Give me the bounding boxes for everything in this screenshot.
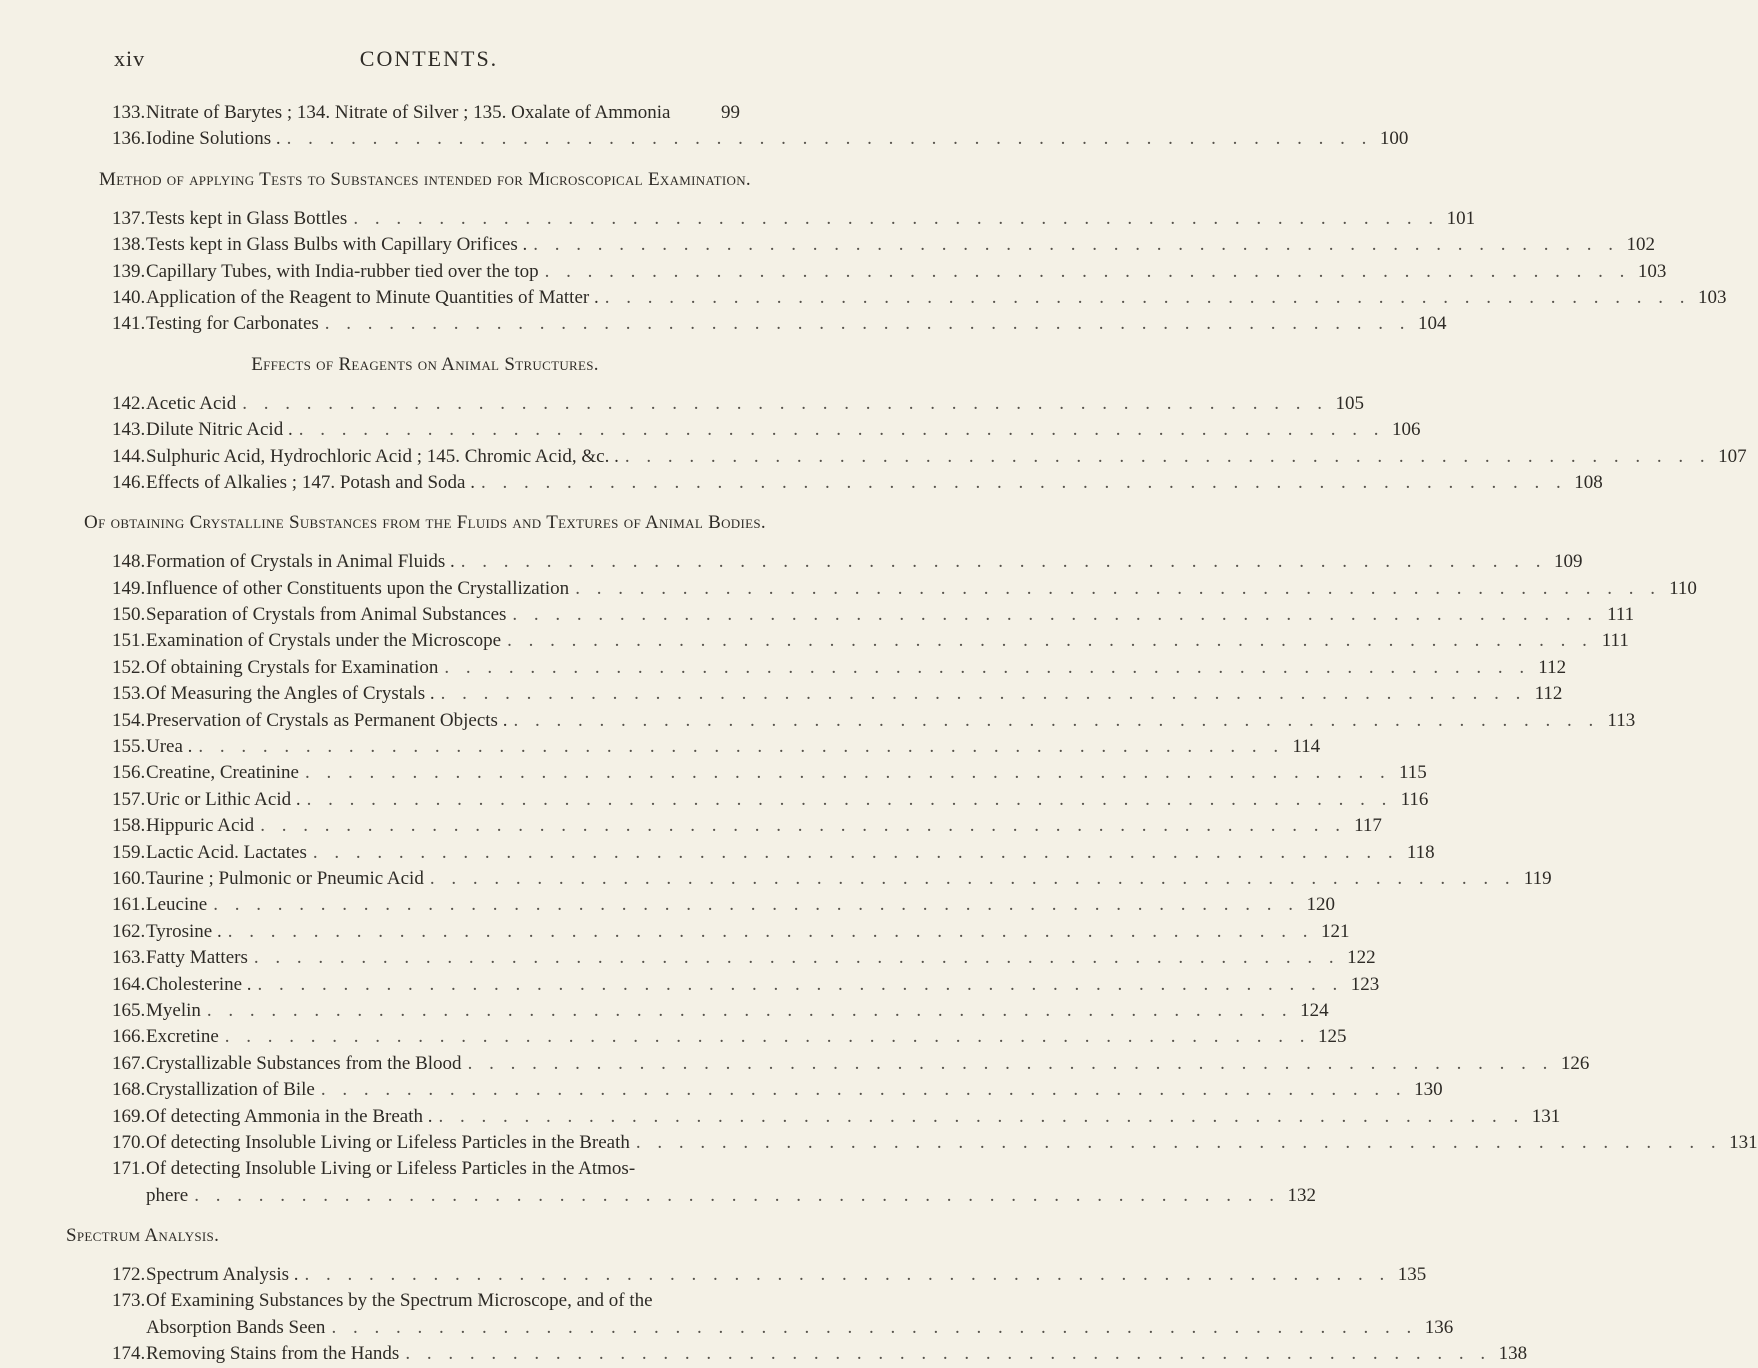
toc-entry [112,232,1656,258]
dot-leader: . . . . . . . . . . . . . . . . . . . . . . . . . . . . . . . . . . . . . . . . . . . . . . . . . . . [298,419,1385,441]
entry-title: Dilute Nitric Acid . [146,419,293,441]
dot-leader: . . . . . . . . . . . . . . . . . . . . . . . . . . . . . . . . . . . . . . . . . . . . . . . . . . . [440,683,1527,705]
entry-number: 138. [112,234,146,256]
entry-page-number: 131 [1729,1131,1758,1153]
toc-entry [112,1130,1758,1156]
entry-title: Urea . [146,736,193,758]
entry-page-number: 115 [1398,762,1427,784]
entry-number: 172. [112,1264,146,1286]
toc-entry [112,655,1567,681]
entry-title: Taurine ; Pulmonic or Pneumic Acid [146,867,424,889]
entry-title: Of Measuring the Angles of Crystals . [146,683,435,705]
dot-leader: . . . . . . . . . . . . . . . . . . . . . . . . . . . . . . . . . . . . . . . . . . . . . . . . . . . [544,260,1631,282]
entry-title: Acetic Acid [146,392,237,414]
entry-page-number: 105 [1335,392,1364,414]
entry-number: 174. [112,1343,146,1365]
dot-leader: . . . . . . . . . . . . . . . . . . . . . . . . . . . . . . . . . . . . . . . . . . . . . . . . . . . [206,999,1293,1021]
entry-title: Capillary Tubes, with India-rubber tied over the top [146,260,539,282]
entry-title: Influence of other Constituents upon the Crystallization [146,577,570,599]
dot-leader: . . . . . . . . . . . . . . . . . . . . . . . . . . . . . . . . . . . . . . . . . . . . . . . . . . . [224,1026,1311,1048]
running-head [114,46,744,76]
entry-number: 146. [112,471,146,493]
entry-number: 160. [112,867,146,889]
dot-leader: . . . . . . . . . . . . . . . . . . . . . . . . . . . . . . . . . . . . . . . . . . . . . . . . . . . [194,1184,1280,1206]
dot-leader: . . . . . . . . . . . . . . . . . . . . . . . . . . . . . . . . . . . . . . . . . . . . . . . . . . . [213,894,1299,916]
entry-title: Of detecting Insoluble Living or Lifeless Particles in the Breath [146,1131,630,1153]
entry-page-number: 101 [1446,207,1476,229]
toc-entry [112,259,1667,285]
dot-leader: . . . . . . . . . . . . . . . . . . . . . . . . . . . . . . . . . . . . . . . . . . . . . . . . . . . [575,577,1661,599]
toc-entry [112,813,1382,839]
entry-number: 168. [112,1079,146,1101]
toc-entry [112,311,1447,337]
toc-entry [112,866,1552,892]
entry-title: Application of the Reagent to Minute Quantities of Matter . [146,286,599,308]
table-of-contents [66,100,1758,1368]
dot-leader: . . . . . . . . . . . . . . . . . . . . . . . . . . . . . . . . . . . . . . . . . . . . . . . . . . . [305,762,1391,784]
toc-entry [112,1288,740,1314]
entry-page-number: 108 [1574,471,1603,493]
entry-title: Excretine [146,1026,219,1048]
dot-leader: . . . . . . . . . . . . . . . . . . . . . . . . . . . . . . . . . . . . . . . . . . . . . . . . . . . [353,207,1440,229]
toc-entry [112,734,1321,760]
entry-title: Spectrum Analysis . [146,1264,299,1286]
entry-number: 153. [112,683,146,705]
entry-page-number: 106 [1391,419,1421,441]
entry-page-number: 110 [1669,577,1697,599]
toc-entry [112,972,1380,998]
toc-entry [112,681,1563,707]
dot-leader: . . . . . . . . . . . . . . . . . . . . . . . . . . . . . . . . . . . . . . . . . . . . . . . . . . . [533,234,1620,256]
entry-page-number: 118 [1406,841,1435,863]
entry-page-number: 112 [1534,683,1563,705]
section-heading: Method of applying Tests to Substances intended for Microscopical Examination. [99,168,751,190]
dot-leader: . . . . . . . . . . . . . . . . . . . . . . . . . . . . . . . . . . . . . . . . . . . . . . . . . . . [260,815,1346,837]
dot-leader: . . . . . . . . . . . . . . . . . . . . . . . . . . . . . . . . . . . . . . . . . . . . . . . . . . . [512,604,1599,626]
toc-entry [112,1077,1443,1103]
entry-number: 169. [112,1105,146,1127]
entry-number: 166. [112,1026,146,1048]
entry-title: Of Examining Substances by the Spectrum Microscope, and of the [146,1290,653,1312]
toc-entry [112,787,1429,813]
entry-title: Uric or Lithic Acid . [146,788,301,810]
toc-entry [112,576,1697,602]
entry-number: 140. [112,286,146,308]
entry-page-number: 124 [1300,999,1329,1021]
toc-entry [112,1024,1347,1050]
entry-title: Examination of Crystals under the Microscope [146,630,502,652]
entry-title: Removing Stains from the Hands [146,1343,400,1365]
entry-title-continued: Absorption Bands Seen [146,1316,326,1338]
dot-leader: . . . . . . . . . . . . . . . . . . . . . . . . . . . . . . . . . . . . . . . . . . . . . . . . . . . [304,1264,1391,1286]
toc-entry [112,549,1583,575]
entry-number: 173. [112,1290,146,1312]
entry-number: 165. [112,999,146,1021]
entry-number: 156. [112,762,146,784]
dot-leader: . . . . . . . . . . . . . . . . . . . . . . . . . . . . . . . . . . . . . . . . . . . . . . . . . . . [324,313,1411,335]
entry-page-number: 102 [1626,234,1656,256]
entry-number: 155. [112,736,146,758]
entry-number: 133. [112,102,146,123]
toc-entry [112,892,1335,918]
entry-number: 148. [112,551,146,573]
entry-number: 167. [112,1052,146,1074]
entry-page-number: 111 [1601,630,1629,652]
entry-number: 158. [112,815,146,837]
entry-page-number: 132 [1287,1184,1316,1206]
entry-page-number: 103 [1697,286,1727,308]
dot-leader: . . . . . . . . . . . . . . . . . . . . . . . . . . . . . . . . . . . . . . . . . . . . . . . . . . . [460,551,1547,573]
entry-title: Fatty Matters [146,947,248,969]
entry-title: Nitrate of Barytes ; 134. Nitrate of Silver ; 135. Oxalate of Ammonia [146,102,671,123]
entry-page-number: 111 [1607,604,1635,626]
dot-leader: . . . . . . . . . . . . . . . . . . . . . . . . . . . . . . . . . . . . . . . . . . . . . . . . . . . [438,1105,1525,1127]
entry-title: Leucine [146,894,208,916]
dot-leader: . . . . . . . . . . . . . . . . . . . . . . . . . . . . . . . . . . . . . . . . . . . . . . . . . . . [635,1131,1722,1153]
entry-page-number: 114 [1292,736,1321,758]
dot-leader: . . . . . . . . . . . . . . . . . . . . . . . . . . . . . . . . . . . . . . . . . . . . . . . . . . . [467,1052,1554,1074]
entry-page-number: 123 [1350,973,1380,995]
toc-entry [112,1341,1528,1367]
entry-title: Testing for Carbonates [146,313,319,335]
toc-entry [112,760,1427,786]
entry-title: Hippuric Acid [146,815,255,837]
entry-number: 136. [112,128,146,150]
entry-page-number: 99 [721,102,740,123]
dot-leader: . . . . . . . . . . . . . . . . . . . . . . . . . . . . . . . . . . . . . . . . . . . . . . . . . . . [312,841,1399,863]
entry-page-number: 126 [1560,1052,1590,1074]
toc-entry [112,919,1350,945]
entry-page-number: 120 [1306,894,1335,916]
entry-number: 161. [112,894,146,916]
dot-leader: . . . . . . . . . . . . . . . . . . . . . . . . . . . . . . . . . . . . . . . . . . . . . . . . . . . [286,128,1373,150]
toc-entry [112,444,1747,470]
dot-leader: . . . . . . . . . . . . . . . . . . . . . . . . . . . . . . . . . . . . . . . . . . . . . . . . . . . [227,920,1314,942]
entry-title: Iodine Solutions . [146,128,281,150]
entry-number: 141. [112,313,146,335]
entry-title: Preservation of Crystals as Permanent Objects . [146,709,508,731]
entry-number: 142. [112,392,146,414]
entry-page-number: 135 [1397,1264,1427,1286]
entry-number: 152. [112,656,146,678]
dot-leader: . . . . . . . . . . . . . . . . . . . . . . . . . . . . . . . . . . . . . . . . . . . . . . . . . . . [604,286,1691,308]
entry-title: Of obtaining Crystals for Examination [146,656,439,678]
entry-page-number: 119 [1523,867,1552,889]
toc-entry [112,840,1435,866]
dot-leader: . . . . . . . . . . . . . . . . . . . . . . . . . . . . . . . . . . . . . . . . . . . . . . . . . . . [257,973,1344,995]
toc-entry [112,1156,740,1182]
entry-page-number: 103 [1637,260,1667,282]
toc-entry [112,945,1376,971]
entry-title: Of detecting Insoluble Living or Lifeless Particles in the Atmos- [146,1158,636,1180]
entry-number: 157. [112,788,146,810]
entry-page-number: 116 [1400,788,1429,810]
dot-leader: . . . . . . . . . . . . . . . . . . . . . . . . . . . . . . . . . . . . . . . . . . . . . . . . . . . [306,788,1393,810]
dot-leader: . . . . . . . . . . . . . . . . . . . . . . . . . . . . . . . . . . . . . . . . . . . . . . . . . . . [480,471,1567,493]
entry-number: 162. [112,920,146,942]
toc-entry [112,628,1629,654]
entry-number: 139. [112,260,146,282]
dot-leader: . . . . . . . . . . . . . . . . . . . . . . . . . . . . . . . . . . . . . . . . . . . . . . . . . . . [507,630,1593,652]
toc-entry [112,126,1409,152]
toc-entry [112,1051,1590,1077]
toc-entry-continued [112,1315,1454,1341]
entry-page-number: 104 [1418,313,1447,335]
dot-leader: . . . . . . . . . . . . . . . . . . . . . . . . . . . . . . . . . . . . . . . . . . . . . . . . . . . [242,392,1328,414]
dot-leader: . . . . . . . . . . . . . . . . . . . . . . . . . . . . . . . . . . . . . . . . . . . . . . . . . . . [320,1079,1407,1101]
dot-leader: . . . . . . . . . . . . . . . . . . . . . . . . . . . . . . . . . . . . . . . . . . . . . . . . . . . [253,947,1340,969]
entry-page-number: 121 [1320,920,1350,942]
entry-title: Effects of Alkalies ; 147. Potash and Soda . [146,471,475,493]
toc-entry [112,285,1727,311]
dot-leader: . . . . . . . . . . . . . . . . . . . . . . . . . . . . . . . . . . . . . . . . . . . . . . . . . . . [513,709,1600,731]
entry-title: Myelin [146,999,201,1021]
entry-title: Creatine, Creatinine [146,762,299,784]
toc-entry [112,708,1636,734]
toc-entry [112,100,740,126]
entry-title: Tyrosine . [146,920,222,942]
toc-entry [112,602,1635,628]
entry-title: Crystallization of Bile [146,1079,315,1101]
entry-page-number: 131 [1531,1105,1561,1127]
page-folio: xiv [114,46,146,71]
entry-title: Lactic Acid. Lactates [146,841,307,863]
entry-page-number: 113 [1607,709,1636,731]
entry-number: 154. [112,709,146,731]
entry-number: 137. [112,207,146,229]
toc-entry [112,417,1421,443]
section-heading: Spectrum Analysis. [66,1225,220,1247]
toc-entry [112,391,1364,417]
entry-number: 150. [112,604,146,626]
toc-entry [112,206,1476,232]
toc-entry [112,1104,1561,1130]
toc-entry [112,470,1603,496]
entry-title: Crystallizable Substances from the Blood [146,1052,462,1074]
entry-title: Formation of Crystals in Animal Fluids . [146,551,455,573]
entry-number: 144. [112,445,146,467]
dot-leader: . . . . . . . . . . . . . . . . . . . . . . . . . . . . . . . . . . . . . . . . . . . . . . . . . . . [405,1343,1492,1365]
dot-leader: . . . . . . . . . . . . . . . . . . . . . . . . . . . . . . . . . . . . . . . . . . . . . . . . . . . [198,736,1285,758]
entry-page-number: 138 [1498,1343,1528,1365]
toc-entry [112,998,1329,1024]
entry-number: 163. [112,947,146,969]
toc-entry [112,1262,1427,1288]
entry-page-number: 130 [1414,1079,1443,1101]
entry-title: Separation of Crystals from Animal Substances [146,604,507,626]
entry-title: Cholesterine . [146,973,252,995]
entry-number: 171. [112,1158,146,1180]
entry-page-number: 100 [1379,128,1409,150]
toc-entry-continued [112,1183,1316,1209]
dot-leader: . . . . . . . . . . . . . . . . . . . . . . . . . . . . . . . . . . . . . . . . . . . . . . . . . . . [624,445,1711,467]
entry-page-number: 109 [1554,551,1583,573]
entry-number: 170. [112,1131,146,1153]
entry-page-number: 136 [1424,1316,1454,1338]
entry-number: 149. [112,577,146,599]
entry-number: 143. [112,419,146,441]
dot-leader: . . . . . . . . . . . . . . . . . . . . . . . . . . . . . . . . . . . . . . . . . . . . . . . . . . . [429,867,1516,889]
section-heading: Effects of Reagents on Animal Structures. [251,353,599,375]
entry-number: 164. [112,973,146,995]
dot-leader: . . . . . . . . . . . . . . . . . . . . . . . . . . . . . . . . . . . . . . . . . . . . . . . . . . . [444,656,1531,678]
entry-title: Tests kept in Glass Bulbs with Capillary Orifices . [146,234,528,256]
page-title: CONTENTS. [359,46,499,71]
dot-leader: . . . . . . . . . . . . . . . . . . . . . . . . . . . . . . . . . . . . . . . . . . . . . . . . . . . [331,1316,1418,1338]
entry-title: Sulphuric Acid, Hydrochloric Acid ; 145. Chromic Acid, &c. . [146,445,619,467]
entry-page-number: 107 [1718,445,1747,467]
entry-page-number: 117 [1354,815,1382,837]
entry-page-number: 125 [1318,1026,1347,1048]
section-heading: Of obtaining Crystalline Substances from the Fluids and Textures of Animal Bodies. [84,512,766,534]
entry-number: 159. [112,841,146,863]
entry-title: Of detecting Ammonia in the Breath . [146,1105,433,1127]
entry-page-number: 112 [1538,656,1567,678]
entry-title-continued: phere [146,1184,189,1206]
entry-page-number: 122 [1347,947,1376,969]
entry-number: 151. [112,630,146,652]
entry-title: Tests kept in Glass Bottles [146,207,348,229]
